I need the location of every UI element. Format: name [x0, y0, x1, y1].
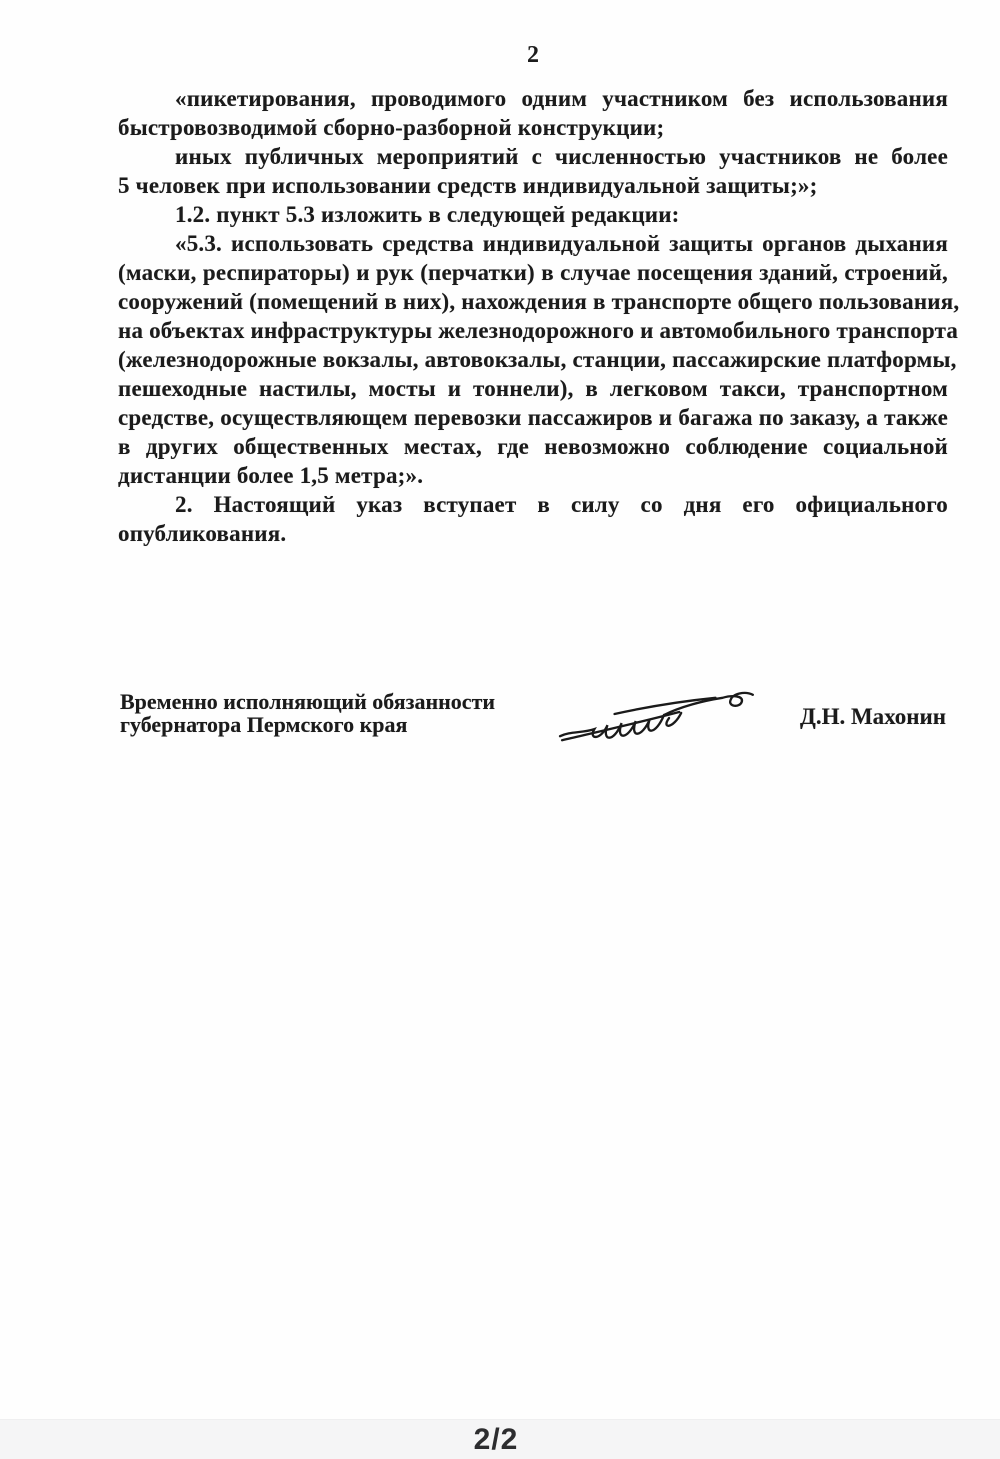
text-line: 5 человек при использовании средств индивидуальной защиты;»; [118, 173, 818, 198]
text-line: быстровозводимой сборно-разборной конструкции; [118, 115, 665, 140]
signer-name: Д.Н. Махонин [800, 704, 947, 729]
text-line: 1.2. пункт 5.3 изложить в следующей редакции: [175, 202, 680, 227]
text-line: пешеходные настилы, мосты и тоннели), в легковом такси, транспортном [118, 376, 948, 401]
text-line: дистанции более 1,5 метра;». [118, 463, 424, 488]
signature-role-line: Временно исполняющий обязанности [120, 689, 496, 714]
text-line: на объектах инфраструктуры железнодорожного и автомобильного транспорта [118, 318, 959, 343]
text-line: «5.3. использовать средства индивидуальной защиты органов дыхания [175, 231, 948, 256]
text-line: «пикетирования, проводимого одним участником без использования [175, 86, 948, 111]
text-line: сооружений (помещений в них), нахождения в транспорте общего пользования, [118, 289, 960, 314]
text-line: (железнодорожные вокзалы, автовокзалы, станции, пассажирские платформы, [118, 347, 957, 372]
pager-bar [0, 1419, 1000, 1459]
text-line: средстве, осуществляющем перевозки пассажиров и багажа по заказу, а также [118, 405, 948, 430]
signature-role-line: губернатора Пермского края [120, 712, 408, 737]
text-line: (маски, респираторы) и рук (перчатки) в случае посещения зданий, строений, [118, 260, 948, 285]
text-line: иных публичных мероприятий с численностью участников не более [175, 144, 948, 169]
text-line: в других общественных местах, где невозможно соблюдение социальной [118, 434, 948, 459]
page-number: 2 [527, 42, 539, 68]
text-line: 2. Настоящий указ вступает в силу со дня его официального [175, 492, 948, 517]
text-line: опубликования. [118, 521, 287, 546]
page-indicator: 2/2 [473, 1422, 519, 1456]
signature-role [120, 690, 560, 736]
document-body [118, 84, 960, 548]
signature-icon [556, 684, 768, 750]
